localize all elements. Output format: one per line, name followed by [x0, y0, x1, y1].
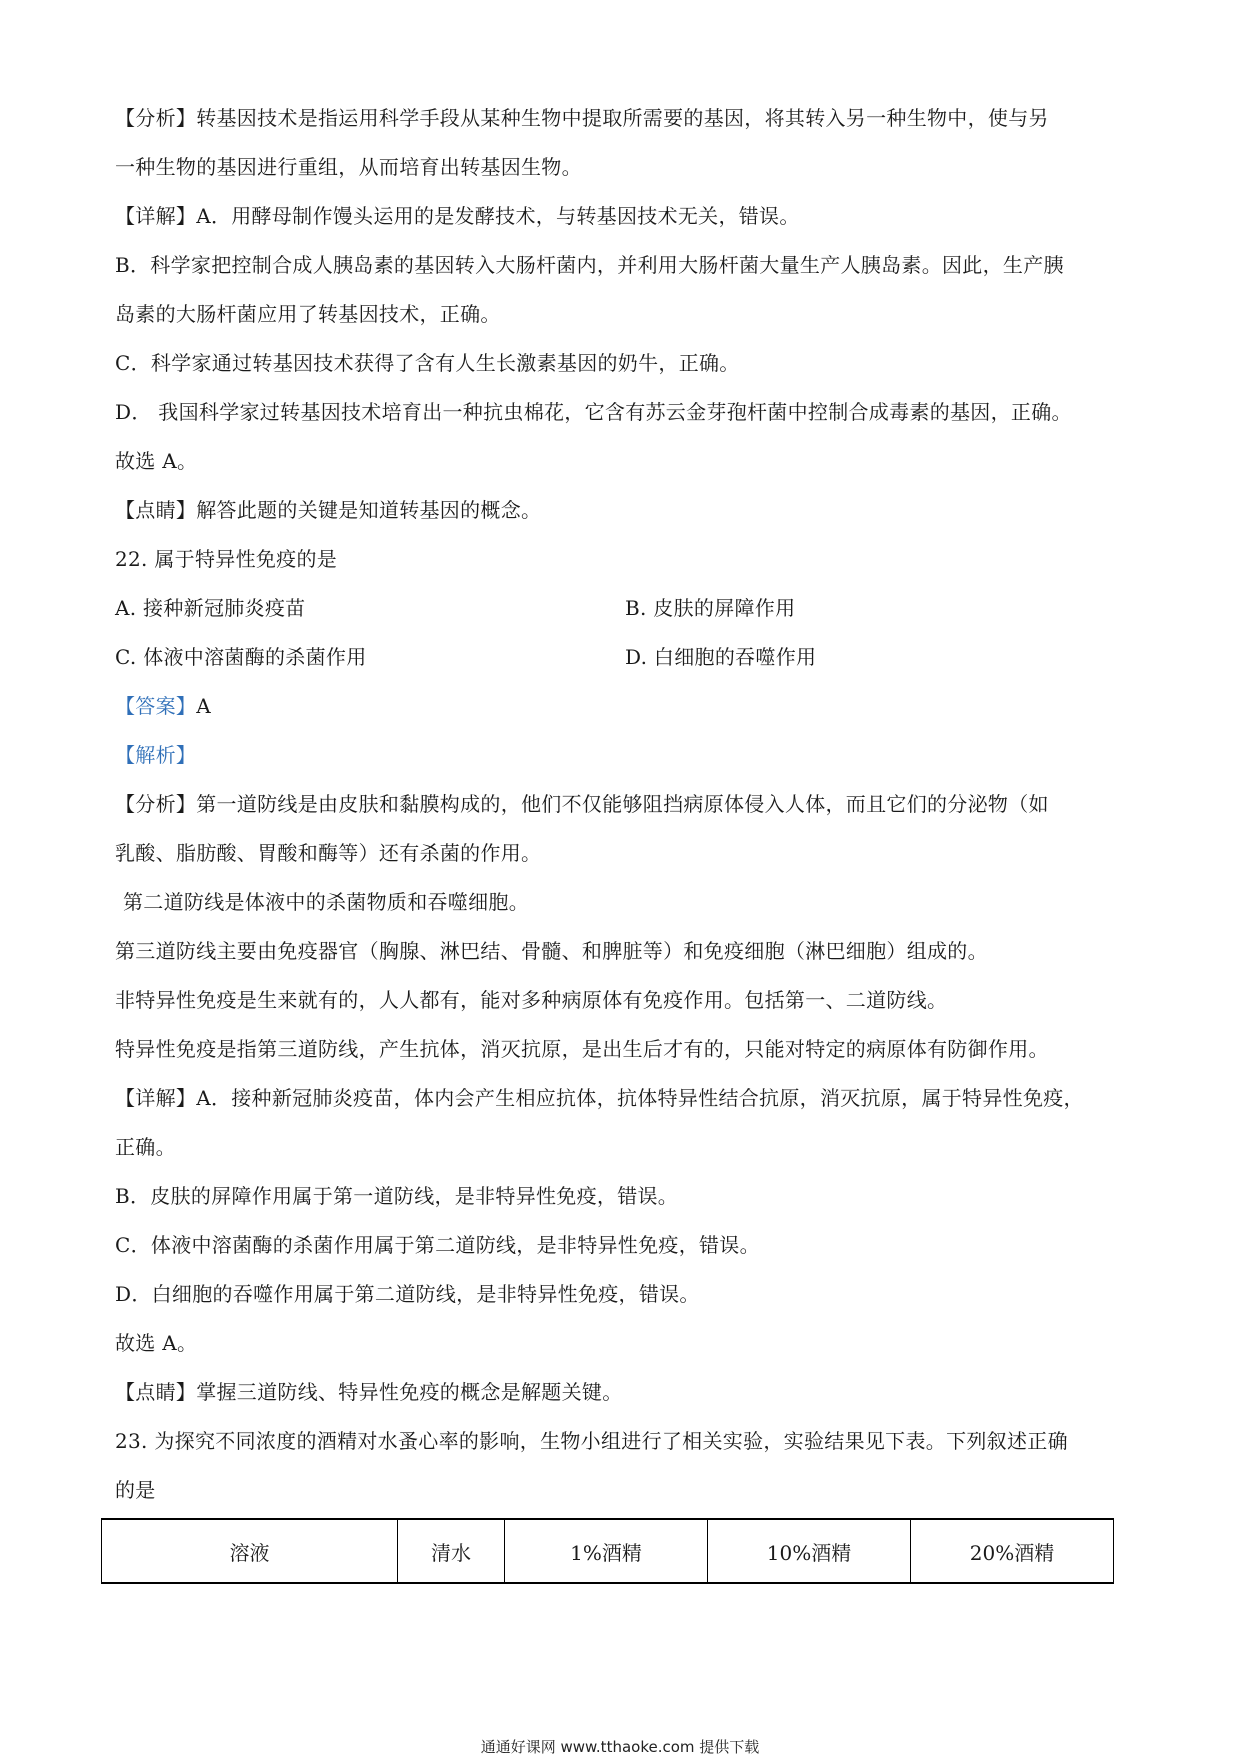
- option-d: D. 白细胞的吞噬作用: [625, 645, 817, 669]
- analysis-paragraph-line: 乳酸、脂肪酸、胃酸和酶等）还有杀菌的作用。: [115, 841, 542, 865]
- conclusion-line: 故选 A。: [115, 449, 198, 473]
- analysis-paragraph-line: 【分析】转基因技术是指运用科学手段从某种生物中提取所需要的基因，将其转入另一种生物中，使与另: [115, 106, 1049, 130]
- explanation-line: 正确。: [115, 1135, 176, 1159]
- answer-value: A: [196, 694, 211, 718]
- question-23-stem: 的是: [115, 1478, 156, 1502]
- explanation-line: C．科学家通过转基因技术获得了含有人生长激素基因的奶牛，正确。: [115, 351, 740, 375]
- analysis-paragraph-line: 【分析】第一道防线是由皮肤和黏膜构成的，他们不仅能够阻挡病原体侵入人体，而且它们的分泌物（如: [115, 792, 1049, 816]
- explanation-line: B．皮肤的屏障作用属于第一道防线，是非特异性免疫，错误。: [115, 1184, 679, 1208]
- key-point-line: 【点睛】掌握三道防线、特异性免疫的概念是解题关键。: [115, 1380, 623, 1404]
- explanation-line: B．科学家把控制合成人胰岛素的基因转入大肠杆菌内，并利用大肠杆菌大量生产人胰岛素。因此，生产胰: [115, 253, 1064, 277]
- table-header-cell: 溶液: [102, 1519, 398, 1583]
- explanation-line: 【详解】A．接种新冠肺炎疫苗，体内会产生相应抗体，抗体特异性结合抗原，消灭抗原，属于特异性免疫，: [115, 1086, 1084, 1110]
- question-22-stem: 22. 属于特异性免疫的是: [115, 547, 338, 571]
- option-c: C. 体液中溶菌酶的杀菌作用: [115, 645, 367, 669]
- explanation-line: 岛素的大肠杆菌应用了转基因技术，正确。: [115, 302, 501, 326]
- answer-label: 【答案】: [115, 694, 197, 718]
- explanation-line: 【详解】A．用酵母制作馒头运用的是发酵技术，与转基因技术无关，错误。: [115, 204, 800, 228]
- question-23-stem: 23. 为探究不同浓度的酒精对水蚤心率的影响，生物小组进行了相关实验，实验结果见下表。下列叙述正确: [115, 1429, 1068, 1453]
- table-header-cell: 10%酒精: [708, 1519, 911, 1583]
- key-point-line: 【点睛】解答此题的关键是知道转基因的概念。: [115, 498, 542, 522]
- analysis-paragraph-line: 第三道防线主要由免疫器官（胸腺、淋巴结、骨髓、和脾脏等）和免疫细胞（淋巴细胞）组成的。: [115, 939, 988, 963]
- analysis-paragraph-line: 非特异性免疫是生来就有的，人人都有，能对多种病原体有免疫作用。包括第一、二道防线。: [115, 988, 948, 1012]
- analysis-paragraph-line: 特异性免疫是指第三道防线，产生抗体，消灭抗原，是出生后才有的，只能对特定的病原体有防御作用。: [115, 1037, 1049, 1061]
- solution-heading: 【解析】: [115, 743, 197, 767]
- option-b: B. 皮肤的屏障作用: [625, 596, 796, 620]
- analysis-paragraph-line: 第二道防线是体液中的杀菌物质和吞噬细胞。: [123, 890, 529, 914]
- table-header-cell: 20%酒精: [911, 1519, 1114, 1583]
- conclusion-line: 故选 A。: [115, 1331, 198, 1355]
- results-table: [101, 1518, 1114, 1584]
- answer-line: [115, 692, 1135, 720]
- table-row: [102, 1519, 1114, 1583]
- explanation-line: D．白细胞的吞噬作用属于第二道防线，是非特异性免疫，错误。: [115, 1282, 700, 1306]
- table-header-cell: 1%酒精: [505, 1519, 708, 1583]
- analysis-paragraph-line: 一种生物的基因进行重组，从而培育出转基因生物。: [115, 155, 582, 179]
- page-footer: 通通好课网 www.tthaoke.com 提供下载: [480, 1738, 760, 1756]
- explanation-line: D． 我国科学家过转基因技术培育出一种抗虫棉花，它含有苏云金芽孢杆菌中控制合成毒素的基因，正确。: [115, 400, 1072, 424]
- explanation-line: C．体液中溶菌酶的杀菌作用属于第二道防线，是非特异性免疫，错误。: [115, 1233, 760, 1257]
- option-a: A. 接种新冠肺炎疫苗: [115, 596, 306, 620]
- table-header-cell: 清水: [398, 1519, 505, 1583]
